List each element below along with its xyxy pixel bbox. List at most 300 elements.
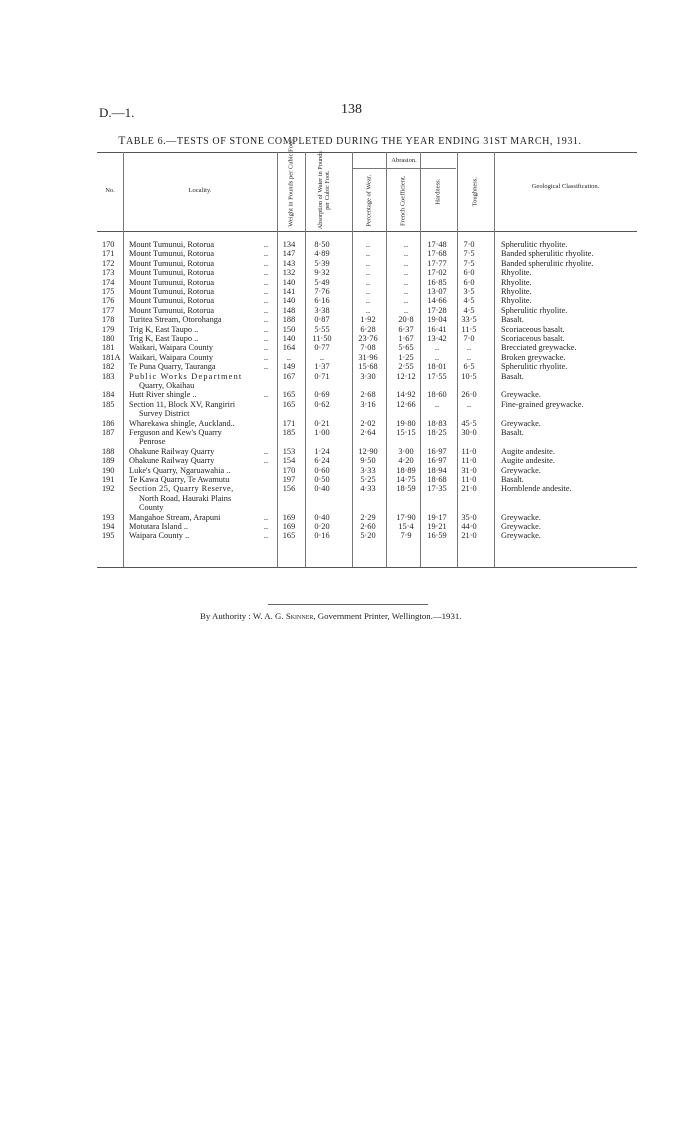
cell-weight: 156 — [282, 484, 296, 494]
cell-number: 186 — [102, 418, 115, 428]
cell-locality: Te Puna Quarry, Tauranga — [129, 362, 216, 372]
cell-hardness: 16·85 — [427, 277, 447, 287]
cell-percentage-of-wear: 5·20 — [360, 531, 376, 541]
cell-french-coefficient: 2·55 — [398, 362, 414, 372]
cell-locality: Waikari, Waipara County — [129, 352, 213, 362]
cell-absorption: 5·39 — [314, 258, 330, 268]
cell-absorption: 3·38 — [314, 305, 330, 315]
cell-toughness: 3·5 — [463, 287, 475, 296]
cell-locality: Mount Tumunui, Rotorua — [129, 296, 215, 306]
cell-geology: Fine-grained greywacke. — [501, 399, 584, 409]
cell-locality: Section 11, Block XV, Rangiriri — [129, 399, 236, 409]
cell-french-coefficient: 3·00 — [398, 446, 414, 456]
table-row — [97, 513, 637, 522]
cell-geology: Brecciated greywacke. — [501, 343, 577, 353]
cell-french-coefficient: 20·8 — [398, 315, 414, 325]
cell-weight: 169 — [282, 522, 296, 531]
cell-number: 182 — [102, 362, 115, 372]
cell-weight: 165 — [282, 399, 296, 409]
cell-absorption: 9·32 — [314, 268, 330, 278]
cell-hardness: .. — [434, 352, 440, 362]
cell-french-coefficient: 14·92 — [396, 390, 416, 400]
table-top-rule — [97, 152, 637, 153]
cell-absorption: 11·50 — [312, 334, 332, 343]
cell-french-coefficient: 18·89 — [396, 465, 416, 475]
cell-locality: Ohakune Railway Quarry — [129, 446, 215, 456]
cell-absorption: 1·00 — [314, 428, 330, 437]
cell-toughness: .. — [466, 399, 472, 409]
cell-percentage-of-wear: 1·92 — [360, 315, 376, 325]
cell-percentage-of-wear: 5·25 — [360, 475, 376, 484]
cell-geology: Banded spherulitic rhyolite. — [501, 249, 594, 259]
cell-locality: Mount Tumunui, Rotorua — [129, 268, 215, 278]
cell-absorption: 0·40 — [314, 512, 330, 522]
cell-locality: Trig K, East Taupo .. — [129, 334, 199, 343]
cell-percentage-of-wear: 6·28 — [360, 324, 376, 334]
cell-locality: Mount Tumunui, Rotorua — [129, 249, 215, 259]
cell-number: 192 — [102, 484, 115, 494]
cell-hardness: 13·07 — [427, 287, 447, 296]
cell-weight: 170 — [282, 465, 296, 475]
header-french-coefficient: French Coefficient. — [399, 175, 407, 226]
cell-weight: 154 — [282, 456, 296, 466]
cell-geology: Augite andesite. — [501, 456, 555, 466]
cell-hardness: 19·17 — [427, 512, 447, 522]
cell-weight: 134 — [282, 240, 296, 249]
cell-absorption: 1·37 — [314, 362, 330, 372]
cell-weight: 143 — [282, 258, 296, 268]
cell-geology: Hornblende andesite. — [501, 484, 572, 494]
table-row — [97, 437, 637, 446]
imprint-surname: Skinner — [285, 611, 314, 621]
cell-absorption: 0·16 — [314, 531, 330, 541]
cell-geology: Banded spherulitic rhyolite. — [501, 258, 594, 268]
cell-number: 177 — [102, 305, 115, 315]
table-row — [97, 484, 637, 493]
printer-imprint — [200, 611, 461, 621]
cell-weight: 140 — [282, 277, 296, 287]
cell-hardness: 18·25 — [427, 428, 447, 437]
cell-leader-dots: .. — [263, 512, 269, 522]
cell-leader-dots: .. — [263, 446, 269, 456]
cell-hardness: 19·21 — [427, 522, 447, 531]
cell-number: 184 — [102, 390, 115, 400]
table-row — [97, 475, 637, 484]
cell-geology: Basalt. — [501, 428, 524, 437]
cell-percentage-of-wear: .. — [365, 240, 371, 249]
table-row — [97, 259, 637, 268]
page-number: 138 — [341, 102, 362, 117]
cell-leader-dots: .. — [263, 258, 269, 268]
cell-hardness: 16·41 — [427, 324, 447, 334]
cell-percentage-of-wear: 4·33 — [360, 484, 376, 494]
cell-weight: 169 — [282, 512, 296, 522]
table-title-initial: T — [118, 135, 126, 147]
cell-french-coefficient: 15·4 — [398, 522, 414, 531]
table-row — [97, 287, 637, 296]
cell-absorption: 8·50 — [314, 240, 330, 249]
table-row — [97, 466, 637, 475]
cell-percentage-of-wear: 15·68 — [358, 362, 378, 372]
cell-hardness: 17·35 — [427, 484, 447, 494]
table-row — [97, 296, 637, 305]
cell-hardness: 18·83 — [427, 418, 447, 428]
table-row — [97, 531, 637, 540]
table-row — [97, 268, 637, 277]
cell-geology: Greywacke. — [501, 531, 541, 541]
table-row — [97, 503, 637, 512]
cell-absorption: 0·21 — [314, 418, 330, 428]
cell-french-coefficient: 15·15 — [396, 428, 416, 437]
header-hardness: Hardness. — [434, 178, 442, 205]
imprint-suffix: , Government Printer, Wellington.—1931. — [313, 611, 462, 621]
cell-percentage-of-wear: 23·76 — [358, 334, 378, 343]
cell-weight: 171 — [282, 418, 296, 428]
cell-french-coefficient: .. — [403, 268, 409, 278]
cell-absorption: 0·40 — [314, 484, 330, 494]
cell-hardness: 17·77 — [427, 258, 447, 268]
cell-weight: 167 — [282, 371, 296, 381]
cell-toughness: 33·5 — [461, 315, 477, 325]
cell-geology: Basalt. — [501, 371, 524, 381]
cell-toughness: 26·0 — [461, 390, 477, 400]
cell-percentage-of-wear: 3·33 — [360, 465, 376, 475]
cell-absorption: 0·60 — [314, 465, 330, 475]
cell-absorption: 0·50 — [314, 475, 330, 484]
cell-french-coefficient: 14·75 — [396, 475, 416, 484]
cell-number: 188 — [102, 446, 115, 456]
cell-number: 171 — [102, 249, 115, 259]
cell-french-coefficient: .. — [403, 287, 409, 296]
cell-number: 172 — [102, 258, 115, 268]
cell-locality: North Road, Hauraki Plains — [139, 493, 232, 503]
cell-hardness: 17·68 — [427, 249, 447, 259]
cell-percentage-of-wear: .. — [365, 258, 371, 268]
table-row — [97, 334, 637, 343]
cell-toughness: 21·0 — [461, 531, 477, 541]
cell-geology: Spherulitic rhyolite. — [501, 305, 568, 315]
cell-weight: 185 — [282, 428, 296, 437]
cell-geology: Greywacke. — [501, 522, 541, 531]
cell-hardness: 18·01 — [427, 362, 447, 372]
cell-toughness: 11·0 — [461, 446, 477, 456]
table-title-text: ABLE 6.—TESTS OF STONE COMPLETED DURING THE YEAR ENDING 31ST MARCH, 1931. — [125, 136, 582, 147]
cell-percentage-of-wear: 9·50 — [360, 456, 376, 466]
cell-hardness: 17·48 — [427, 240, 447, 249]
table-row — [97, 400, 637, 409]
cell-hardness: 14·66 — [427, 296, 447, 306]
cell-weight: 147 — [282, 249, 296, 259]
cell-number: 181A — [102, 352, 121, 362]
cell-leader-dots: .. — [263, 249, 269, 259]
cell-locality: Public Works Department — [129, 371, 243, 381]
cell-geology: Spherulitic rhyolite. — [501, 240, 568, 249]
cell-hardness: 16·59 — [427, 531, 447, 541]
cell-locality: Mount Tumunui, Rotorua — [129, 240, 215, 249]
table-row — [97, 390, 637, 399]
cell-percentage-of-wear: .. — [365, 287, 371, 296]
cell-percentage-of-wear: 3·16 — [360, 399, 376, 409]
cell-number: 174 — [102, 277, 115, 287]
table-row — [97, 315, 637, 324]
cell-hardness: .. — [434, 399, 440, 409]
cell-leader-dots: .. — [263, 362, 269, 372]
cell-weight: 148 — [282, 305, 296, 315]
cell-percentage-of-wear: 2·02 — [360, 418, 376, 428]
table-row — [97, 249, 637, 258]
cell-french-coefficient: 4·20 — [398, 456, 414, 466]
cell-toughness: 7·0 — [463, 334, 475, 343]
cell-french-coefficient: .. — [403, 296, 409, 306]
cell-leader-dots: .. — [263, 240, 269, 249]
cell-number: 195 — [102, 531, 115, 541]
table-row — [97, 456, 637, 465]
table-row — [97, 428, 637, 437]
cell-percentage-of-wear: 2·68 — [360, 390, 376, 400]
cell-toughness: 10·5 — [461, 371, 477, 381]
cell-french-coefficient: .. — [403, 258, 409, 268]
cell-percentage-of-wear: 3·30 — [360, 371, 376, 381]
cell-geology: Greywacke. — [501, 418, 541, 428]
header-locality: Locality. — [188, 187, 212, 194]
cell-toughness: 11·5 — [461, 324, 477, 334]
cell-absorption: 7·76 — [314, 287, 330, 296]
cell-number: 193 — [102, 512, 115, 522]
cell-toughness: 6·0 — [463, 277, 475, 287]
cell-hardness: 18·68 — [427, 475, 447, 484]
cell-toughness: 11·0 — [461, 475, 477, 484]
header-abrasion: Abrasion. — [391, 157, 417, 164]
cell-percentage-of-wear: .. — [365, 296, 371, 306]
cell-weight: 132 — [282, 268, 296, 278]
cell-locality: Turitea Stream, Otorohanga — [129, 315, 222, 325]
cell-french-coefficient: 1·25 — [398, 352, 414, 362]
cell-french-coefficient: 18·59 — [396, 484, 416, 494]
table-row — [97, 447, 637, 456]
cell-geology: Greywacke. — [501, 465, 541, 475]
cell-geology: Basalt. — [501, 475, 524, 484]
cell-percentage-of-wear: 2·29 — [360, 512, 376, 522]
cell-percentage-of-wear: 31·96 — [358, 352, 378, 362]
cell-hardness: 17·02 — [427, 268, 447, 278]
cell-leader-dots: .. — [263, 522, 269, 531]
cell-hardness: 16·97 — [427, 456, 447, 466]
cell-toughness: 35·0 — [461, 512, 477, 522]
cell-locality: Mount Tumunui, Rotorua — [129, 258, 215, 268]
cell-leader-dots: .. — [263, 277, 269, 287]
header-geological-classification: Geological Classification. — [531, 183, 600, 190]
cell-number: 176 — [102, 296, 115, 306]
cell-hardness: .. — [434, 343, 440, 353]
cell-number: 178 — [102, 315, 115, 325]
cell-locality: Waipara County .. — [129, 531, 190, 541]
cell-french-coefficient: .. — [403, 240, 409, 249]
cell-number: 170 — [102, 240, 115, 249]
footer-rule — [268, 604, 428, 605]
cell-leader-dots: .. — [263, 315, 269, 325]
cell-french-coefficient: .. — [403, 249, 409, 259]
cell-absorption: 0·87 — [314, 315, 330, 325]
table-row — [97, 325, 637, 334]
cell-toughness: 11·0 — [461, 456, 477, 466]
cell-french-coefficient: 7·9 — [400, 531, 412, 541]
cell-toughness: .. — [466, 343, 472, 353]
cell-leader-dots: .. — [263, 343, 269, 353]
cell-absorption: 0·71 — [314, 371, 330, 381]
cell-hardness: 18·60 — [427, 390, 447, 400]
cell-locality: Trig K, East Taupo .. — [129, 324, 199, 334]
cell-locality: Mount Tumunui, Rotorua — [129, 287, 215, 296]
cell-french-coefficient: 1·67 — [398, 334, 414, 343]
cell-locality: Quarry, Okaihau — [139, 381, 195, 390]
cell-french-coefficient: 17·90 — [396, 512, 416, 522]
cell-weight: 197 — [282, 475, 296, 484]
cell-percentage-of-wear: 2·60 — [360, 522, 376, 531]
cell-percentage-of-wear: 2·64 — [360, 428, 376, 437]
cell-hardness: 13·42 — [427, 334, 447, 343]
cell-locality: Ohakune Railway Quarry — [129, 456, 215, 466]
cell-number: 183 — [102, 371, 115, 381]
cell-french-coefficient: 12·66 — [396, 399, 416, 409]
header-no: No. — [105, 187, 115, 194]
table-row — [97, 409, 637, 418]
cell-leader-dots: .. — [263, 305, 269, 315]
cell-leader-dots: .. — [263, 531, 269, 541]
cell-hardness: 17·28 — [427, 305, 447, 315]
cell-locality: Hutt River shingle .. — [129, 390, 197, 400]
cell-number: 181 — [102, 343, 115, 353]
cell-french-coefficient: .. — [403, 305, 409, 315]
cell-number: 187 — [102, 428, 115, 437]
cell-locality: Section 25, Quarry Reserve, — [129, 484, 234, 494]
cell-locality: Motutara Island .. — [129, 522, 188, 531]
table-row — [97, 522, 637, 531]
cell-locality: Mangahoe Stream, Arapuni — [129, 512, 221, 522]
cell-leader-dots: .. — [263, 324, 269, 334]
cell-geology: Greywacke. — [501, 512, 541, 522]
imprint-prefix: By Authority : — [200, 611, 251, 621]
cell-number: 179 — [102, 324, 115, 334]
cell-geology: Greywacke. — [501, 390, 541, 400]
table-row — [97, 419, 637, 428]
cell-weight: 165 — [282, 531, 296, 541]
table-header-rule — [97, 231, 637, 232]
cell-number: 190 — [102, 465, 115, 475]
cell-locality: Luke's Quarry, Ngaruawahia .. — [129, 465, 231, 475]
cell-french-coefficient: 19·80 — [396, 418, 416, 428]
table-row — [97, 494, 637, 503]
cell-geology: Scoriaceous basalt. — [501, 334, 565, 343]
cell-weight: 149 — [282, 362, 296, 372]
table-row — [97, 381, 637, 390]
document-reference: D.—1. — [99, 105, 135, 120]
cell-leader-dots: .. — [263, 287, 269, 296]
cell-leader-dots: .. — [263, 296, 269, 306]
cell-toughness: 21·0 — [461, 484, 477, 494]
cell-weight: 150 — [282, 324, 296, 334]
header-toughness: Toughness. — [471, 177, 479, 207]
cell-absorption: 0·77 — [314, 343, 330, 353]
cell-absorption: 0·62 — [314, 399, 330, 409]
cell-hardness: 17·55 — [427, 371, 447, 381]
cell-geology: Rhyolite. — [501, 287, 532, 296]
cell-french-coefficient: .. — [403, 277, 409, 287]
cell-french-coefficient: 12·12 — [396, 371, 416, 381]
cell-toughness: 31·0 — [461, 465, 477, 475]
table-bottom-rule — [97, 567, 637, 568]
cell-percentage-of-wear: .. — [365, 277, 371, 287]
table-row — [97, 353, 637, 362]
cell-percentage-of-wear: 7·08 — [360, 343, 376, 353]
cell-toughness: 45·5 — [461, 418, 477, 428]
table-row — [97, 362, 637, 371]
cell-leader-dots: .. — [263, 352, 269, 362]
table-row — [97, 343, 637, 352]
cell-french-coefficient: 5·65 — [398, 343, 414, 353]
cell-toughness: 7·5 — [463, 258, 475, 268]
cell-weight: 140 — [282, 296, 296, 306]
cell-number: 191 — [102, 475, 115, 484]
cell-weight: 188 — [282, 315, 296, 325]
cell-hardness: 16·97 — [427, 446, 447, 456]
cell-percentage-of-wear: 12·90 — [358, 446, 378, 456]
cell-locality: Survey District — [139, 409, 190, 419]
cell-weight: 164 — [282, 343, 296, 353]
header-percentage-of-wear: Percentage of Wear. — [365, 174, 373, 227]
cell-number: 194 — [102, 522, 115, 531]
cell-locality: Waikari, Waipara County — [129, 343, 213, 353]
cell-weight: 153 — [282, 446, 296, 456]
cell-toughness: .. — [466, 352, 472, 362]
table-row — [97, 306, 637, 315]
cell-absorption: .. — [319, 352, 325, 362]
cell-number: 175 — [102, 287, 115, 296]
cell-geology: Augite andesite. — [501, 446, 555, 456]
cell-absorption: 4·89 — [314, 249, 330, 259]
table-title — [0, 135, 700, 147]
cell-geology: Broken greywacke. — [501, 352, 566, 362]
cell-toughness: 6·5 — [463, 362, 475, 372]
cell-absorption: 5·49 — [314, 277, 330, 287]
cell-toughness: 44·0 — [461, 522, 477, 531]
cell-locality: Mount Tumunui, Rotorua — [129, 305, 215, 315]
cell-percentage-of-wear: .. — [365, 249, 371, 259]
cell-percentage-of-wear: .. — [365, 268, 371, 278]
cell-locality: Penrose — [139, 437, 166, 447]
cell-absorption: 0·20 — [314, 522, 330, 531]
table-row — [97, 240, 637, 249]
cell-weight: 141 — [282, 287, 296, 296]
cell-toughness: 30·0 — [461, 428, 477, 437]
cell-locality: Te Kawa Quarry, Te Awamutu — [129, 475, 230, 484]
cell-number: 173 — [102, 268, 115, 278]
cell-locality: Wharekawa shingle, Auckland.. — [129, 418, 235, 428]
cell-absorption: 0·69 — [314, 390, 330, 400]
cell-locality: Mount Tumunui, Rotorua — [129, 277, 215, 287]
cell-number: 180 — [102, 334, 115, 343]
cell-geology: Rhyolite. — [501, 296, 532, 306]
table-row — [97, 372, 637, 381]
cell-leader-dots: .. — [263, 334, 269, 343]
header-absorption: Absorption of Water in Pounds per Cubic Foot. — [316, 151, 331, 230]
cell-number: 189 — [102, 456, 115, 466]
cell-geology: Rhyolite. — [501, 268, 532, 278]
cell-hardness: 18·94 — [427, 465, 447, 475]
cell-weight: 140 — [282, 334, 296, 343]
cell-leader-dots: .. — [263, 268, 269, 278]
cell-geology: Basalt. — [501, 315, 524, 325]
cell-locality: Ferguson and Kew's Quarry — [129, 428, 222, 437]
